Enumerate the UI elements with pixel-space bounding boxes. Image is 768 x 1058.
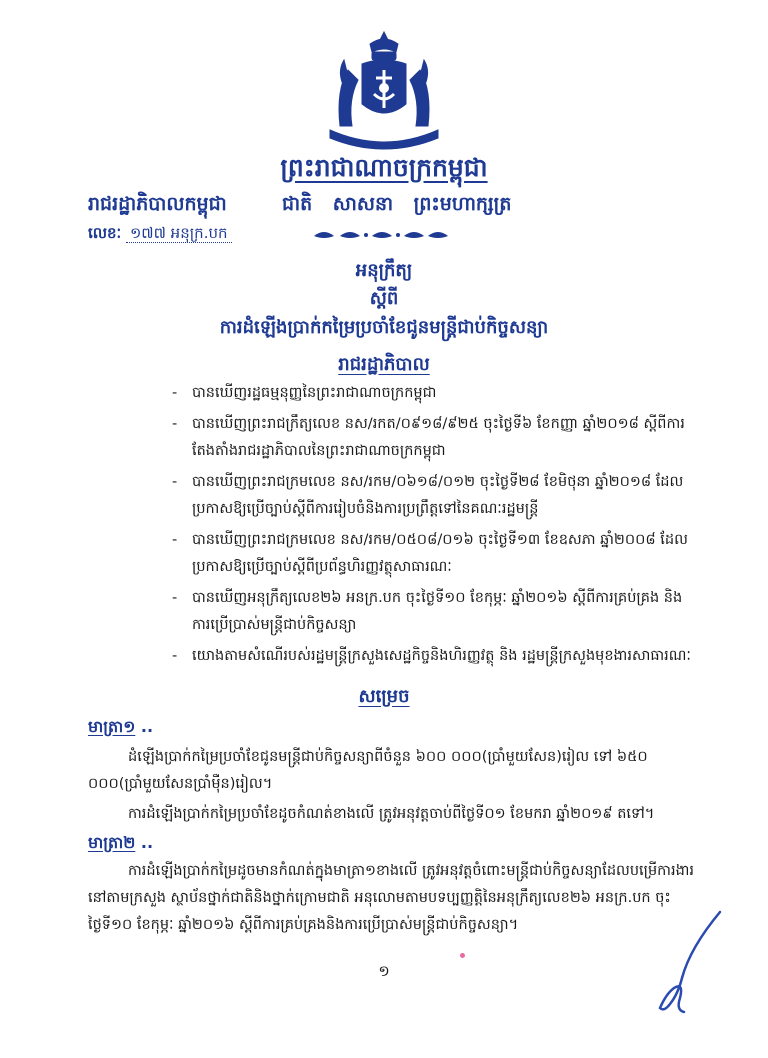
page-number: ១ [378, 962, 390, 980]
recitals-list [172, 380, 692, 674]
reference-number [88, 224, 232, 246]
recital-item: - បានឃើញព្រះរាជក្រឹត្យលេខ នស/រកត/០៩១៨/៩២៥ ចុះថ្ងៃទី៦ ខែកញ្ញា ឆ្នាំ២០១៨ ស្តីពីការតែងតាំងរាជរដ្ឋាភិបាលនៃព្រះរាជាណាចក្រកម្ពុជា [172, 411, 692, 465]
article-2-label: មាត្រា២ [88, 833, 136, 852]
recital-item: - យោងតាមសំណើរបស់រដ្ឋមន្ត្រីក្រសួងសេដ្ឋកិច្ចនិងហិរញ្ញវត្ថុ និង រដ្ឋមន្ត្រីក្រសួងមុខងារសាធារណៈ [172, 643, 692, 670]
article-1-title: មាត្រា១ .. [88, 717, 154, 736]
document-type: អនុក្រឹត្យ [355, 260, 413, 281]
handwritten-signature-icon [640, 908, 730, 1018]
recital-item: - បានឃើញព្រះរាជក្រមលេខ នស/រកម/០៥០៨/០១៦ ចុះថ្ងៃទី១៣ ខែឧសភា ឆ្នាំ២០០៨ ដែលប្រកាសឱ្យប្រើច្បាប់ស្តីពីប្រព័ន្ធហិរញ្ញវត្ថុសាធារណៈ [172, 527, 692, 581]
reference-label: លេខៈ [88, 224, 122, 242]
document-about: ស្តីពី [369, 288, 399, 309]
reference-value: ១៧៧ អនុក្រ.បក [126, 224, 232, 243]
royal-coat-of-arms-icon [318, 30, 450, 152]
ink-mark [460, 953, 465, 958]
article-2-title: មាត្រា២ .. [88, 833, 154, 852]
recital-item: - បានឃើញរដ្ឋធម្មនុញ្ញនៃព្រះរាជាណាចក្រកម្ពុជា [172, 380, 692, 407]
decision-heading: សម្រេច [358, 686, 410, 707]
recital-item: - បានឃើញព្រះរាជក្រមលេខ នស/រកម/០៦១៨/០១២ ចុះថ្ងៃទី២៨ ខែមិថុនា ឆ្នាំ២០១៨ ដែលប្រកាសឱ្យប្រើច្បាប់ស្តីពីការរៀបចំនិងការប្រព្រឹត្តទៅនៃគណៈរដ្ឋមន្ត្រី [172, 469, 692, 523]
article-2-paragraph-1: ការដំឡើងប្រាក់កម្រៃដូចមានកំណត់ក្នុងមាត្រា១ខាងលើ ត្រូវអនុវត្តចំពោះមន្ត្រីជាប់កិច្ចសន្យាដែលបម្រើការងារនៅតាមក្រសួង ស្ថាប័នថ្នាក់ជាតិនិងថ្នាក់ក្រោមជាតិ អនុលោមតាមបទប្បញ្ញត្តិនៃអនុក្រឹត្យលេខ២៦ អនក្រ.បក ចុះថ្ងៃទី១០ ខែកុម្ភៈ ឆ្នាំ២០១៦ ស្តីពីការគ្រប់គ្រងនិងការប្រើប្រាស់មន្ត្រីជាប់កិច្ចសន្យា។ [88, 863, 694, 933]
article-1-paragraph-2: ការដំឡើងប្រាក់កម្រៃប្រចាំខែដូចកំណត់ខាងលើ ត្រូវអនុវត្តចាប់ពីថ្ងៃទី០១ ខែមករា ឆ្នាំ២០១៩ តទៅ។ [128, 806, 655, 822]
article-1-paragraph-1: ដំឡើងប្រាក់កម្រៃប្រចាំខែជូនមន្ត្រីជាប់កិច្ចសន្យាពីចំនួន ៦០០ ០០០(ប្រាំមួយសែន)រៀល ទៅ ៦៥០ ០០០(ប្រាំមួយសែនប្រាំម៉ឺន)រៀល។ [88, 749, 648, 792]
document-subject: ការដំឡើងប្រាក់កម្រៃប្រចាំខែជូនមន្ត្រីជាប់កិច្ចសន្យា [219, 317, 549, 338]
divider-ornament-icon [310, 226, 450, 242]
government-heading: រាជរដ្ឋាភិបាល [338, 354, 430, 375]
government-name: រាជរដ្ឋាភិបាលកម្ពុជា [88, 193, 227, 215]
national-motto: ជាតិ សាសនា ព្រះមហាក្សត្រ [282, 193, 512, 215]
kingdom-title: ព្រះរាជាណាចក្រកម្ពុជា [280, 153, 488, 182]
recital-item: - បានឃើញអនុក្រឹត្យលេខ២៦ អនក្រ.បក ចុះថ្ងៃទី១០ ខែកុម្ភៈ ឆ្នាំ២០១៦ ស្តីពីការគ្រប់គ្រង និងការប្រើប្រាស់មន្ត្រីជាប់កិច្ចសន្យា [172, 585, 692, 639]
article-1-label: មាត្រា១ [88, 717, 136, 736]
